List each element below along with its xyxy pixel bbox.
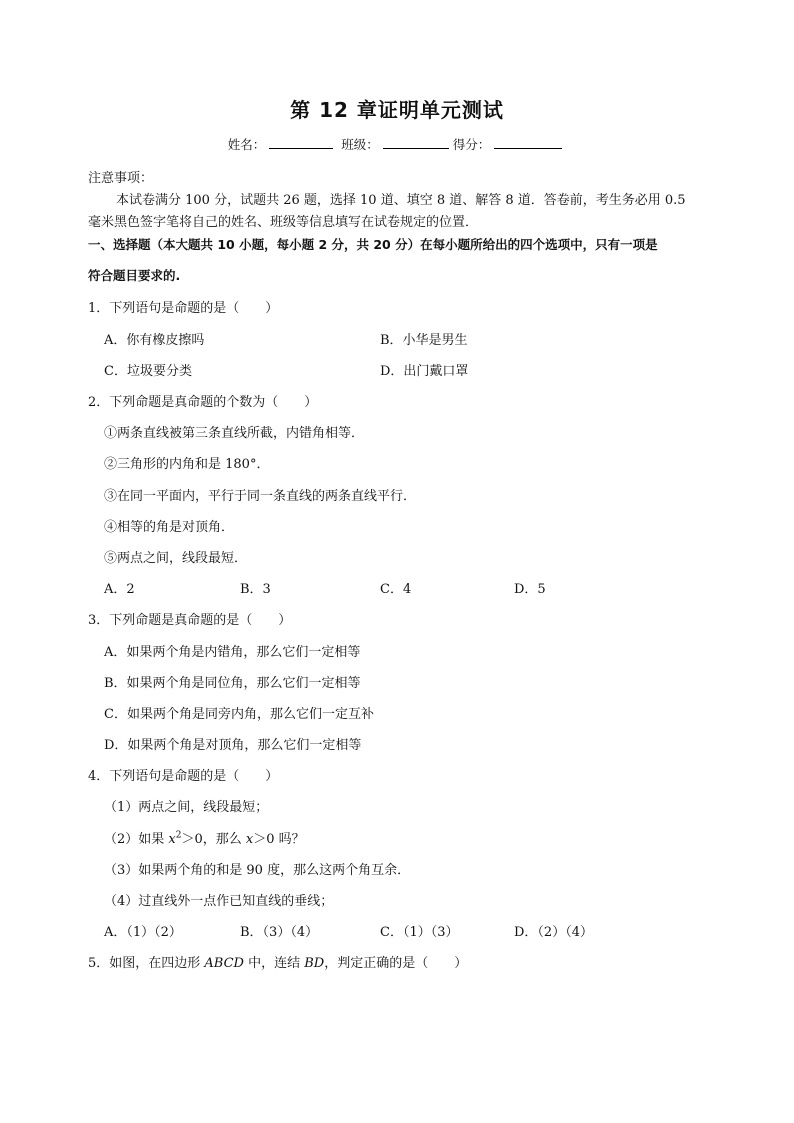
- variable-x: x: [245, 832, 254, 847]
- segment-name: BD: [304, 956, 325, 971]
- q2-option-d: D．5: [514, 582, 546, 597]
- notice-heading: 注意事项：: [88, 171, 154, 186]
- q2-option-a: A．2: [104, 582, 135, 597]
- q3-option-b: B．如果两个角是同位角，那么它们一定相等: [104, 676, 361, 691]
- q4-option-b: B．（3）（4）: [240, 925, 319, 940]
- q1-option-a: A．你有橡皮擦吗: [104, 333, 205, 348]
- quadrilateral-name: ABCD: [204, 956, 244, 971]
- q4-s2-part-a: （2）如果: [104, 832, 169, 847]
- student-info-row: [0, 135, 794, 153]
- q2-statement-4: ④相等的角是对顶角．: [104, 520, 235, 535]
- name-label: 姓名：: [227, 137, 266, 152]
- q2-statement-1: ①两条直线被第三条直线所截，内错角相等．: [104, 426, 365, 441]
- q5-stem-part-b: 中，连结: [243, 956, 305, 971]
- q4-statement-1: （1）两点之间，线段最短；: [104, 800, 269, 815]
- q4-statement-2: [104, 828, 305, 847]
- section-heading-line-1: 一、选择题（本大题共 10 小题，每小题 2 分，共 20 分）在每小题所给出的四个选项中，只有一项是: [88, 237, 658, 252]
- q2-statement-2: ②三角形的内角和是 180°．: [104, 457, 270, 472]
- q4-s2-part-b: ＞0，那么: [181, 832, 246, 847]
- q4-stem: 4．下列语句是命题的是（ ）: [88, 769, 279, 784]
- class-label: 班级：: [341, 137, 379, 152]
- q2-stem: 2．下列命题是真命题的个数为（ ）: [88, 395, 318, 410]
- q4-statement-4: （4）过直线外一点作已知直线的垂线；: [104, 894, 334, 909]
- q3-option-c: C．如果两个角是同旁内角，那么它们一定互补: [104, 707, 374, 722]
- section-heading-line-2: 符合题目要求的.: [88, 268, 181, 283]
- page-title: 第 12 章证明单元测试: [290, 98, 504, 122]
- q3-option-a: A．如果两个角是内错角，那么它们一定相等: [104, 645, 361, 660]
- q3-option-d: D．如果两个角是对顶角，那么它们一定相等: [104, 738, 362, 753]
- q3-stem: 3．下列命题是真命题的是（ ）: [88, 613, 292, 628]
- q2-statement-3: ③在同一平面内，平行于同一条直线的两条直线平行．: [104, 489, 417, 504]
- notice-line-1: 本试卷满分 100 分，试题共 26 题，选择 10 道、填空 8 道、解答 8 道．答卷前，考生务必用 0.5: [116, 193, 686, 208]
- q1-option-b: B．小华是男生: [380, 333, 468, 348]
- q4-option-c: C．（1）（3）: [380, 925, 459, 940]
- name-blank[interactable]: [269, 136, 333, 149]
- score-label: 得分：: [452, 137, 491, 152]
- score-blank[interactable]: [494, 136, 562, 149]
- q4-statement-3: （3）如果两个角的和是 90 度，那么这两个角互余．: [104, 863, 411, 878]
- q5-stem: [88, 952, 467, 971]
- q4-s2-part-c: ＞0 吗？: [253, 832, 305, 847]
- class-blank[interactable]: [383, 136, 449, 149]
- q2-statement-5: ⑤两点之间，线段最短．: [104, 551, 248, 566]
- q2-option-b: B．3: [240, 582, 271, 597]
- q1-stem: 1．下列语句是命题的是（ ）: [88, 301, 279, 316]
- q4-option-d: D．（2）（4）: [514, 925, 593, 940]
- q5-stem-part-a: 5．如图，在四边形: [88, 956, 205, 971]
- variable-x: x: [168, 832, 176, 847]
- q4-option-a: A．（1）（2）: [104, 925, 182, 940]
- q2-option-c: C．4: [380, 582, 412, 597]
- notice-line-2: 毫米黑色签字笔将自己的姓名、班级等信息填写在试卷规定的位置．: [88, 215, 479, 230]
- q5-stem-part-c: ，判定正确的是（ ）: [324, 956, 468, 971]
- q1-option-c: C．垃圾要分类: [104, 364, 192, 379]
- q1-option-d: D．出门戴口罩: [380, 364, 469, 379]
- exponent: 2: [175, 830, 182, 841]
